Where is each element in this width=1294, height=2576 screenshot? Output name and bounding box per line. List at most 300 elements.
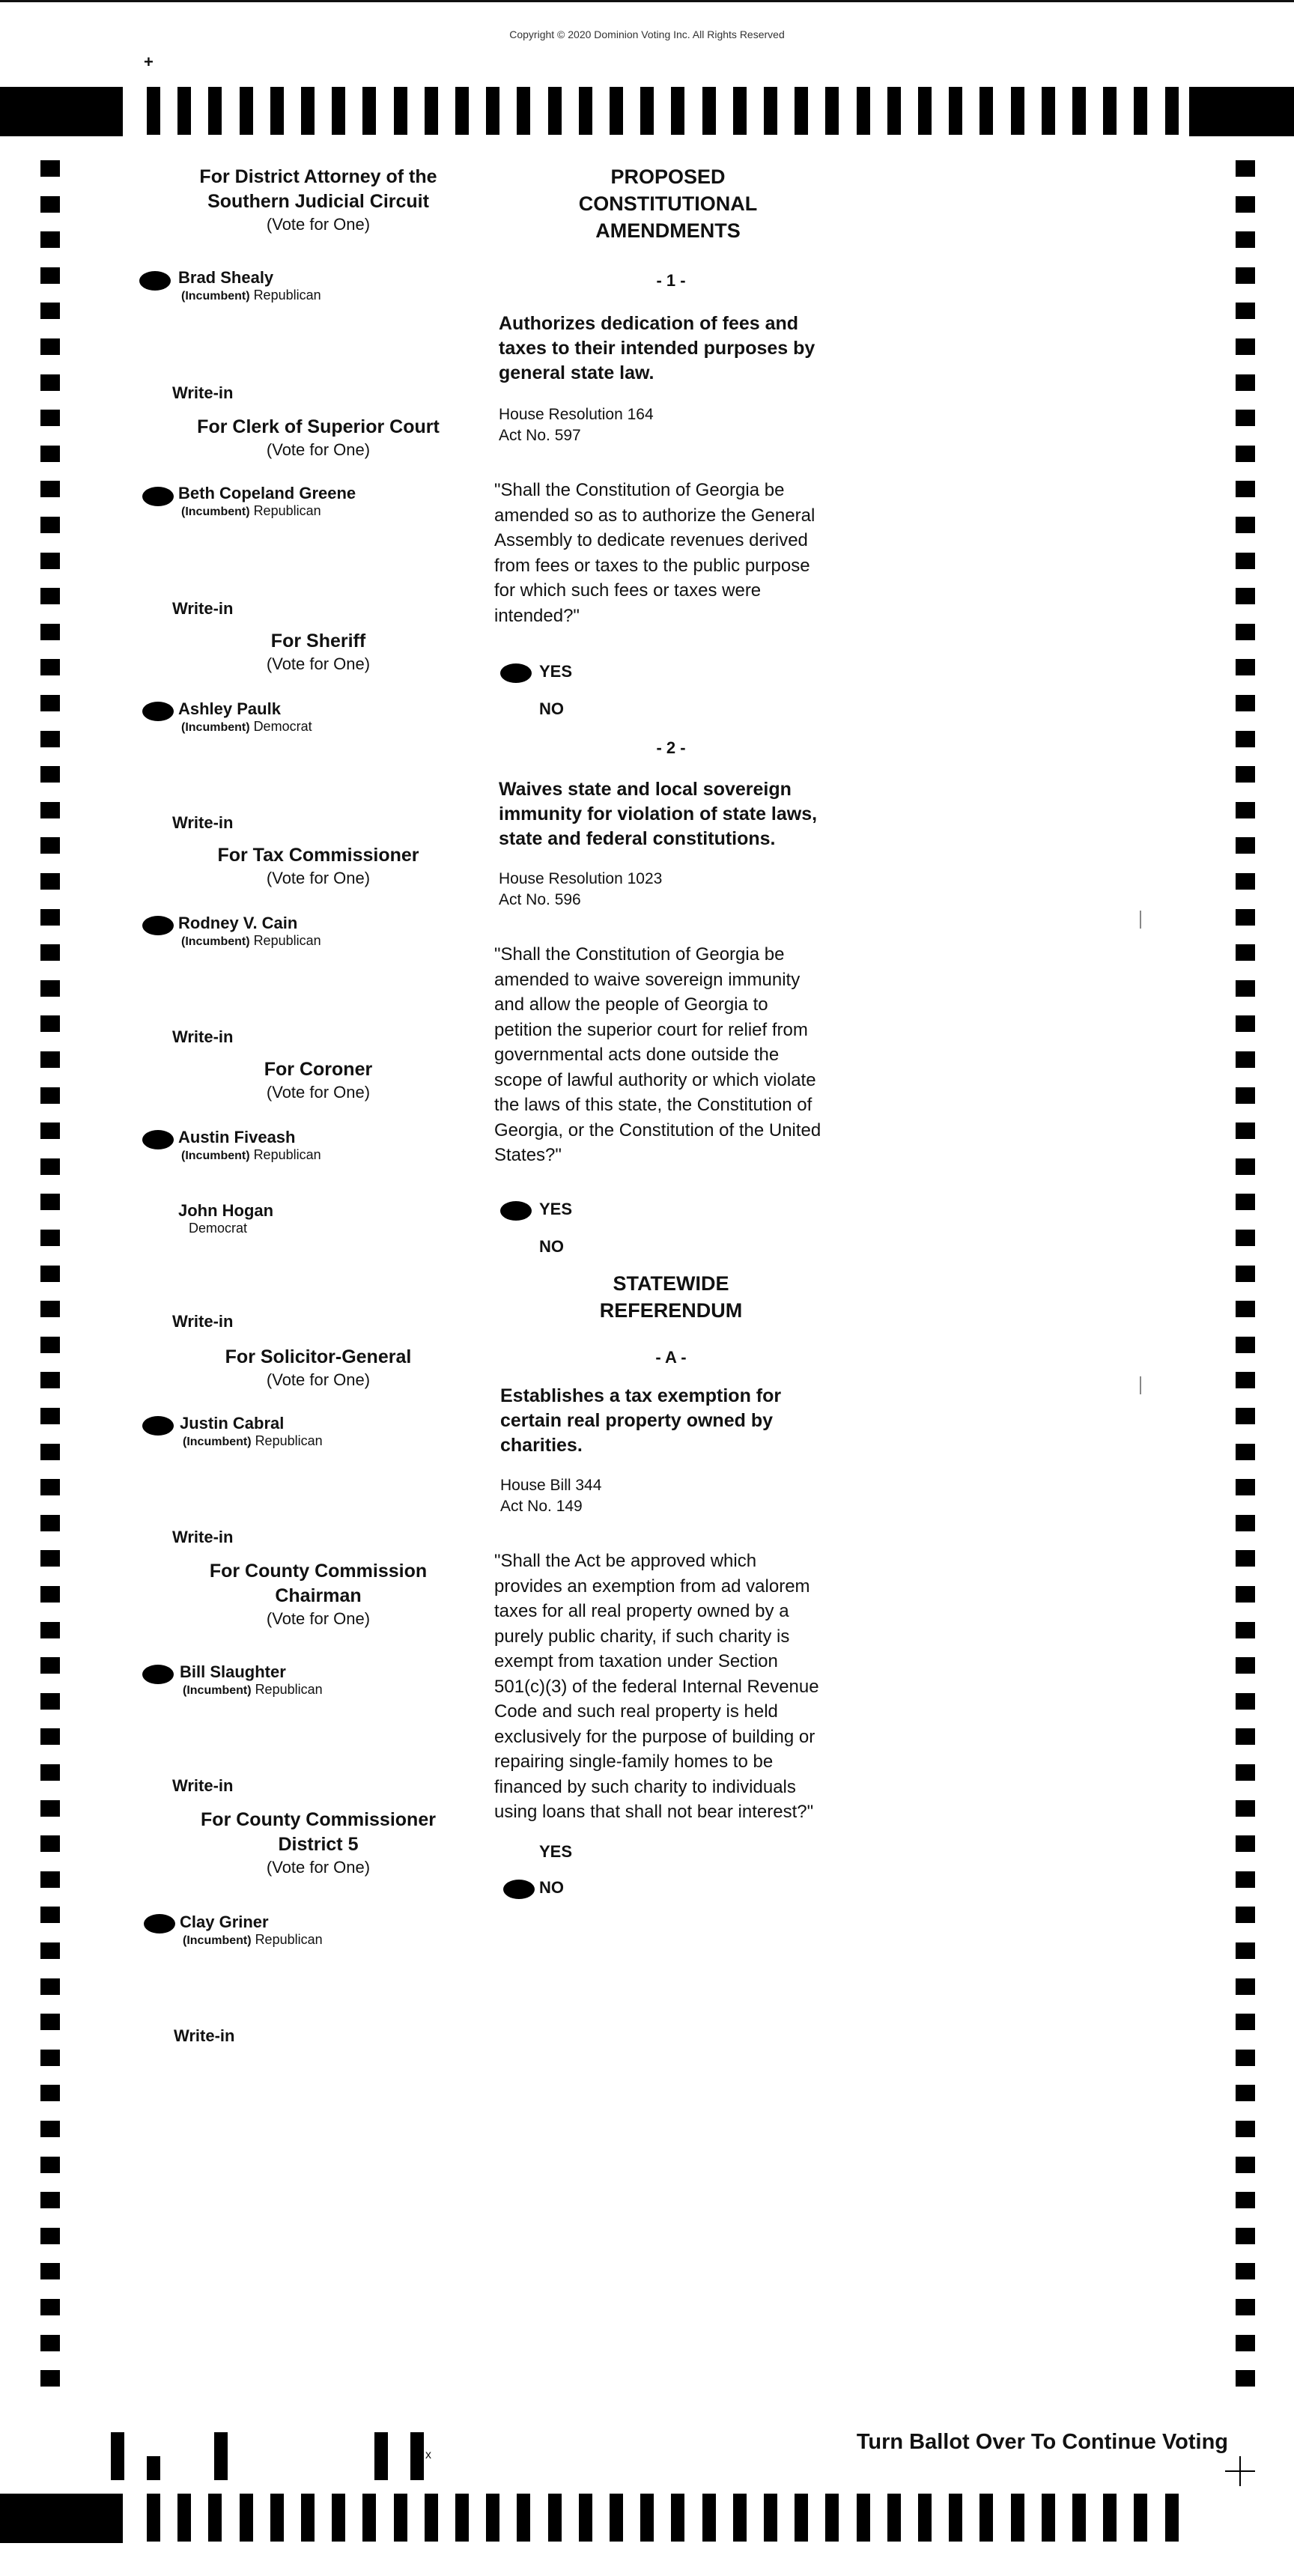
side-timing-mark	[40, 802, 60, 818]
side-timing-mark	[40, 1266, 60, 1282]
side-timing-mark	[1236, 1728, 1255, 1745]
timing-bar	[733, 87, 747, 135]
side-timing-mark	[1236, 1015, 1255, 1032]
side-timing-mark	[1236, 1586, 1255, 1603]
side-timing-mark	[1236, 1800, 1255, 1817]
race-title: For District Attorney of the	[199, 166, 437, 187]
side-timing-mark	[40, 1158, 60, 1175]
side-timing-mark	[40, 944, 60, 961]
side-timing-mark	[1236, 2085, 1255, 2101]
side-timing-mark	[1236, 1408, 1255, 1424]
filled-oval[interactable]	[142, 1130, 174, 1149]
timing-bar	[979, 87, 993, 135]
side-timing-mark	[40, 588, 60, 604]
timing-bar	[1072, 2494, 1086, 2542]
side-timing-mark	[40, 410, 60, 426]
side-timing-mark	[1236, 944, 1255, 961]
timing-bar	[702, 2494, 716, 2542]
side-timing-mark	[1236, 446, 1255, 462]
timing-bar	[517, 2494, 530, 2542]
timing-bar	[825, 87, 839, 135]
side-timing-mark	[1236, 1907, 1255, 1923]
timing-bar	[1011, 2494, 1024, 2542]
side-timing-mark	[40, 1800, 60, 1817]
side-timing-mark	[1236, 1266, 1255, 1282]
timing-bar	[425, 2494, 438, 2542]
candidate-name: Justin Cabral	[180, 1414, 285, 1433]
side-timing-mark	[40, 2335, 60, 2351]
registration-crosshair	[1225, 2456, 1255, 2486]
side-timing-mark	[1236, 802, 1255, 818]
side-timing-mark	[1236, 1479, 1255, 1495]
side-timing-mark	[1236, 588, 1255, 604]
side-timing-mark	[1236, 231, 1255, 248]
side-timing-mark	[40, 553, 60, 569]
side-timing-mark	[1236, 1764, 1255, 1781]
write-in-label[interactable]: Write-in	[172, 1027, 234, 1046]
race-title: For County Commissioner	[201, 1809, 436, 1830]
candidate-name: Ashley Paulk	[178, 699, 281, 718]
side-timing-mark	[1236, 2157, 1255, 2173]
side-timing-mark	[40, 1907, 60, 1923]
referendum-letter: - A -	[655, 1348, 687, 1367]
race-tax-commissioner	[135, 843, 502, 889]
timing-bar	[579, 87, 592, 135]
timing-bar	[795, 2494, 808, 2542]
write-in-label[interactable]: Write-in	[172, 813, 234, 832]
side-timing-mark	[40, 267, 60, 284]
side-timing-mark	[1236, 1087, 1255, 1104]
side-timing-mark	[1236, 1051, 1255, 1068]
side-timing-mark	[40, 231, 60, 248]
side-timing-mark	[1236, 2228, 1255, 2244]
timing-bar	[610, 2494, 623, 2542]
vote-for-label: (Vote for One)	[266, 1609, 371, 1628]
timing-bar	[486, 2494, 499, 2542]
side-timing-mark	[1236, 766, 1255, 783]
timing-bar	[1165, 2494, 1179, 2542]
candidate-option[interactable]	[178, 268, 321, 303]
side-timing-mark	[40, 517, 60, 533]
filled-oval[interactable]	[142, 702, 174, 721]
timing-bar	[949, 2494, 962, 2542]
side-timing-mark	[40, 2228, 60, 2244]
timing-bar	[548, 87, 562, 135]
side-timing-mark	[40, 1871, 60, 1888]
race-title: District 5	[278, 1834, 359, 1855]
scan-tick	[1140, 911, 1141, 929]
side-timing-mark	[1236, 1622, 1255, 1638]
timing-bar	[394, 2494, 407, 2542]
timing-bar	[764, 2494, 777, 2542]
timing-bar	[1011, 87, 1024, 135]
race-title: Southern Judicial Circuit	[207, 191, 429, 212]
side-timing-mark	[40, 837, 60, 854]
side-timing-mark	[40, 1586, 60, 1603]
filled-oval[interactable]	[144, 1914, 175, 1933]
side-timing-mark	[1236, 481, 1255, 497]
candidate-option[interactable]	[180, 1913, 323, 1948]
timing-bar	[332, 87, 345, 135]
side-timing-mark	[40, 1230, 60, 1246]
timing-bar	[1103, 87, 1117, 135]
timing-bar	[702, 87, 716, 135]
side-timing-mark	[1236, 1978, 1255, 1995]
timing-bar	[455, 87, 469, 135]
side-timing-mark	[40, 160, 60, 177]
no-option[interactable]: NO	[539, 699, 564, 718]
side-timing-mark	[1236, 196, 1255, 213]
filled-oval[interactable]	[142, 1665, 174, 1684]
side-timing-mark	[40, 303, 60, 319]
question-text: "Shall the Constitution of Georgia be amended so as to authorize the General Assembly to dedicate revenues derived from fees or taxes to the public purpose for which such fees or taxes were intended?"	[494, 480, 815, 626]
candidate-name: Beth Copeland Greene	[178, 484, 356, 502]
side-timing-mark	[1236, 1835, 1255, 1852]
registration-plus-mark: +	[144, 52, 154, 71]
timing-bar	[640, 87, 654, 135]
timing-bar	[857, 2494, 870, 2542]
timing-bar	[517, 87, 530, 135]
side-timing-mark	[1236, 2335, 1255, 2351]
timing-bar	[825, 2494, 839, 2542]
side-timing-mark	[40, 2370, 60, 2387]
timing-bar	[579, 2494, 592, 2542]
side-timing-mark	[40, 1978, 60, 1995]
timing-block-bottom-left	[0, 2494, 123, 2543]
timing-bar	[270, 87, 284, 135]
timing-bar	[455, 2494, 469, 2542]
side-timing-mark	[40, 873, 60, 890]
question-reference: House Resolution 1023 Act No. 596	[499, 870, 663, 908]
side-timing-mark	[40, 1015, 60, 1032]
vote-for-label: (Vote for One)	[266, 1083, 371, 1102]
side-timing-mark	[40, 2050, 60, 2066]
side-timing-mark	[40, 196, 60, 213]
filled-oval[interactable]	[142, 1416, 174, 1436]
side-timing-mark	[40, 1835, 60, 1852]
side-timing-mark	[1236, 980, 1255, 997]
vote-for-label: (Vote for One)	[266, 1370, 371, 1389]
side-timing-mark	[1236, 410, 1255, 426]
race-title: For Tax Commissioner	[217, 845, 419, 866]
race-county-commission-chairman	[135, 1559, 502, 1629]
top-border	[0, 0, 1294, 2]
side-timing-mark	[1236, 1194, 1255, 1210]
timing-bar	[887, 87, 901, 135]
question-reference: House Bill 344 Act No. 149	[500, 1477, 602, 1515]
side-timing-mark	[40, 1337, 60, 1353]
side-timing-mark	[1236, 1657, 1255, 1674]
candidate-name: Austin Fiveash	[178, 1128, 296, 1146]
write-in-label[interactable]: Write-in	[172, 1528, 234, 1546]
race-solicitor-general	[135, 1345, 502, 1391]
side-timing-mark	[40, 1123, 60, 1139]
side-timing-mark	[40, 1444, 60, 1460]
side-timing-mark	[1236, 1942, 1255, 1959]
write-in-label[interactable]: Write-in	[172, 1776, 234, 1795]
filled-oval[interactable]	[142, 487, 174, 506]
timing-bar	[177, 87, 191, 135]
candidate-option[interactable]	[178, 1128, 321, 1163]
side-timing-mark	[1236, 624, 1255, 640]
side-timing-mark	[40, 1550, 60, 1567]
race-sheriff	[135, 629, 502, 675]
timing-bar	[918, 2494, 932, 2542]
side-timing-mark	[40, 2157, 60, 2173]
side-timing-mark	[1236, 160, 1255, 177]
side-timing-mark	[1236, 2370, 1255, 2387]
candidate-party: (Incumbent) Republican	[183, 1932, 323, 1947]
side-timing-mark	[40, 659, 60, 675]
timing-bar	[548, 2494, 562, 2542]
question-title: Waives state and local sovereign immunity for violation of state laws, state and federal constitutions.	[499, 779, 818, 849]
race-clerk-superior-court	[135, 415, 502, 461]
side-timing-mark	[1236, 909, 1255, 926]
vote-for-label: (Vote for One)	[266, 869, 371, 887]
side-timing-mark	[40, 695, 60, 711]
race-title: For Clerk of Superior Court	[197, 416, 440, 437]
candidate-name: Clay Griner	[180, 1913, 269, 1931]
side-timing-mark	[1236, 374, 1255, 391]
copyright-notice: Copyright © 2020 Dominion Voting Inc. All Rights Reserved	[509, 28, 785, 40]
filled-oval[interactable]	[500, 663, 532, 683]
vote-for-label: (Vote for One)	[266, 440, 371, 459]
timing-bar	[1165, 87, 1179, 135]
candidate-party: Democrat	[189, 1221, 248, 1236]
side-timing-mark	[40, 2192, 60, 2208]
candidate-party: (Incumbent) Republican	[181, 1147, 321, 1162]
timing-bar	[394, 87, 407, 135]
candidate-party: (Incumbent) Republican	[181, 503, 321, 518]
candidate-option[interactable]	[178, 699, 312, 735]
question-title: Authorizes dedication of fees and taxes to their intended purposes by general state law.	[499, 313, 815, 383]
race-district-attorney	[135, 165, 502, 235]
side-timing-mark	[40, 731, 60, 747]
timing-block-top-left	[0, 87, 123, 136]
amendment-number: - 1 -	[656, 271, 686, 290]
side-timing-mark	[1236, 837, 1255, 854]
side-timing-mark	[1236, 2192, 1255, 2208]
side-timing-mark	[40, 766, 60, 783]
referendum-heading: STATEWIDE REFERENDUM	[599, 1272, 743, 1322]
amendments-heading: PROPOSED CONSTITUTIONAL AMENDMENTS	[578, 165, 758, 242]
timing-bar	[240, 2494, 253, 2542]
timing-bar	[918, 87, 932, 135]
timing-bar	[887, 2494, 901, 2542]
side-timing-mark	[40, 1657, 60, 1674]
side-timing-mark	[40, 1051, 60, 1068]
question-reference: House Resolution 164 Act No. 597	[499, 406, 654, 444]
yes-option[interactable]: YES	[539, 1200, 573, 1218]
timing-bar	[1103, 2494, 1117, 2542]
filled-oval[interactable]	[139, 271, 171, 291]
candidate-name: Rodney V. Cain	[178, 914, 298, 932]
code-mark	[147, 2456, 160, 2480]
side-timing-mark	[40, 980, 60, 997]
question-text: "Shall the Act be approved which provides an exemption from ad valorem taxes for all real property owned by a purely public charity, if such charity is exempt from taxation under Section 501(c)(3) of the federal Internal Revenue Code and such real property is held exclusively for the purpose of building or repairing single-family homes to be financed by such charity to individuals using loans that shall not bear interest?"	[494, 1551, 819, 1822]
race-coroner	[135, 1057, 502, 1103]
timing-bar	[1134, 2494, 1147, 2542]
side-timing-mark	[40, 2121, 60, 2137]
yes-option[interactable]: YES	[539, 1842, 573, 1861]
candidate-option[interactable]	[178, 914, 321, 949]
timing-bar	[640, 2494, 654, 2542]
side-timing-mark	[40, 2085, 60, 2101]
question-text: "Shall the Constitution of Georgia be amended to waive sovereign immunity and allow the people of Georgia to petition the superior court for relief from governmental acts done outside the scope of lawful authority or which violate the laws of this state, the Constitution of Georgia, or the Constitution of the United States?"	[494, 944, 821, 1165]
side-timing-mark	[1236, 2263, 1255, 2279]
side-timing-mark	[1236, 338, 1255, 355]
write-in-label[interactable]: Write-in	[172, 383, 234, 402]
vote-for-label: (Vote for One)	[266, 215, 371, 234]
side-timing-mark	[40, 2263, 60, 2279]
timing-bar	[764, 87, 777, 135]
side-timing-mark	[40, 1408, 60, 1424]
side-timing-mark	[40, 338, 60, 355]
timing-bar	[671, 87, 684, 135]
timing-bar	[671, 2494, 684, 2542]
timing-bar	[1134, 87, 1147, 135]
no-option[interactable]: NO	[539, 1878, 564, 1897]
candidate-name: Bill Slaughter	[180, 1662, 286, 1681]
side-timing-mark	[40, 1194, 60, 1210]
candidate-party: (Incumbent) Republican	[183, 1433, 323, 1448]
side-timing-mark	[1236, 1230, 1255, 1246]
candidate-party: (Incumbent) Republican	[181, 933, 321, 948]
candidate-name: John Hogan	[178, 1201, 274, 1220]
side-timing-mark	[1236, 731, 1255, 747]
code-mark	[214, 2432, 228, 2480]
candidate-name: Brad Shealy	[178, 268, 274, 287]
write-in-label[interactable]: Write-in	[172, 599, 234, 618]
side-timing-mark	[40, 1372, 60, 1388]
side-timing-mark	[1236, 1372, 1255, 1388]
scan-tick	[1140, 1376, 1141, 1394]
filled-oval[interactable]	[142, 916, 174, 935]
side-timing-mark	[1236, 659, 1255, 675]
side-timing-mark	[1236, 1123, 1255, 1139]
candidate-option[interactable]	[180, 1414, 323, 1449]
timing-bar	[857, 87, 870, 135]
vote-for-label: (Vote for One)	[266, 654, 371, 673]
timing-bar	[177, 2494, 191, 2542]
side-timing-mark	[40, 2299, 60, 2315]
side-timing-mark	[1236, 553, 1255, 569]
timing-bar	[301, 2494, 315, 2542]
side-timing-mark	[1236, 1550, 1255, 1567]
side-timing-mark	[40, 1515, 60, 1531]
timing-bar	[240, 87, 253, 135]
timing-bar	[332, 2494, 345, 2542]
write-in-label[interactable]: Write-in	[172, 1312, 234, 1331]
code-mark	[374, 2432, 388, 2480]
side-timing-mark	[40, 1622, 60, 1638]
side-timing-mark	[40, 1693, 60, 1710]
side-timing-mark	[1236, 1158, 1255, 1175]
side-timing-mark	[1236, 1301, 1255, 1317]
candidate-option[interactable]	[178, 484, 356, 519]
vote-for-label: (Vote for One)	[266, 1858, 371, 1877]
side-timing-mark	[1236, 303, 1255, 319]
race-county-commissioner-district-5	[135, 1808, 502, 1878]
side-timing-mark	[1236, 1337, 1255, 1353]
timing-bar	[147, 2494, 160, 2542]
filled-oval[interactable]	[503, 1880, 535, 1899]
side-timing-mark	[40, 1728, 60, 1745]
no-option[interactable]: NO	[539, 1237, 564, 1256]
timing-bar	[1042, 87, 1055, 135]
timing-bar	[147, 87, 160, 135]
timing-bar	[1072, 87, 1086, 135]
candidate-option[interactable]	[178, 1201, 273, 1236]
write-in-label[interactable]: Write-in	[174, 2026, 235, 2045]
side-timing-mark	[40, 374, 60, 391]
timing-bar	[979, 2494, 993, 2542]
side-timing-mark	[1236, 2014, 1255, 2030]
side-timing-mark	[1236, 2121, 1255, 2137]
side-timing-mark	[40, 1942, 60, 1959]
race-title: For Coroner	[264, 1059, 373, 1080]
side-timing-mark	[1236, 2050, 1255, 2066]
question-title: Establishes a tax exemption for certain real property owned by charities.	[500, 1385, 782, 1456]
side-timing-mark	[40, 1764, 60, 1781]
candidate-option[interactable]	[180, 1662, 323, 1698]
side-timing-mark	[40, 1301, 60, 1317]
timing-bar	[1042, 2494, 1055, 2542]
candidate-party: (Incumbent) Democrat	[181, 719, 312, 734]
timing-block-top-right	[1189, 87, 1294, 136]
candidate-party: (Incumbent) Republican	[183, 1682, 323, 1697]
side-timing-mark	[40, 909, 60, 926]
race-title: For Sheriff	[270, 631, 366, 651]
timing-bar	[486, 87, 499, 135]
filled-oval[interactable]	[500, 1201, 532, 1221]
side-timing-mark	[1236, 517, 1255, 533]
side-timing-mark	[40, 1087, 60, 1104]
side-timing-mark	[1236, 1444, 1255, 1460]
timing-bar	[949, 87, 962, 135]
race-title: For County Commission	[209, 1561, 428, 1582]
small-x-mark: x	[425, 2449, 431, 2461]
side-timing-mark	[1236, 2299, 1255, 2315]
timing-bar	[425, 87, 438, 135]
race-title: For Solicitor-General	[225, 1346, 412, 1367]
timing-bar	[733, 2494, 747, 2542]
side-timing-mark	[1236, 267, 1255, 284]
side-timing-mark	[40, 1479, 60, 1495]
timing-bar	[301, 87, 315, 135]
side-timing-mark	[40, 2014, 60, 2030]
candidate-party: (Incumbent) Republican	[181, 288, 321, 303]
timing-bar	[795, 87, 808, 135]
timing-bar	[208, 2494, 222, 2542]
side-timing-mark	[40, 446, 60, 462]
side-timing-mark	[1236, 1515, 1255, 1531]
timing-bar	[208, 87, 222, 135]
code-mark	[111, 2432, 124, 2480]
race-title: Chairman	[275, 1585, 362, 1606]
side-timing-mark	[40, 624, 60, 640]
code-mark	[410, 2432, 424, 2480]
side-timing-mark	[1236, 1693, 1255, 1710]
timing-bar	[610, 87, 623, 135]
timing-bar	[270, 2494, 284, 2542]
side-timing-mark	[1236, 695, 1255, 711]
side-timing-mark	[40, 481, 60, 497]
turn-ballot-over-notice: Turn Ballot Over To Continue Voting	[856, 2430, 1228, 2454]
timing-bar	[362, 2494, 376, 2542]
yes-option[interactable]: YES	[539, 662, 573, 681]
amendment-number: - 2 -	[656, 738, 686, 757]
